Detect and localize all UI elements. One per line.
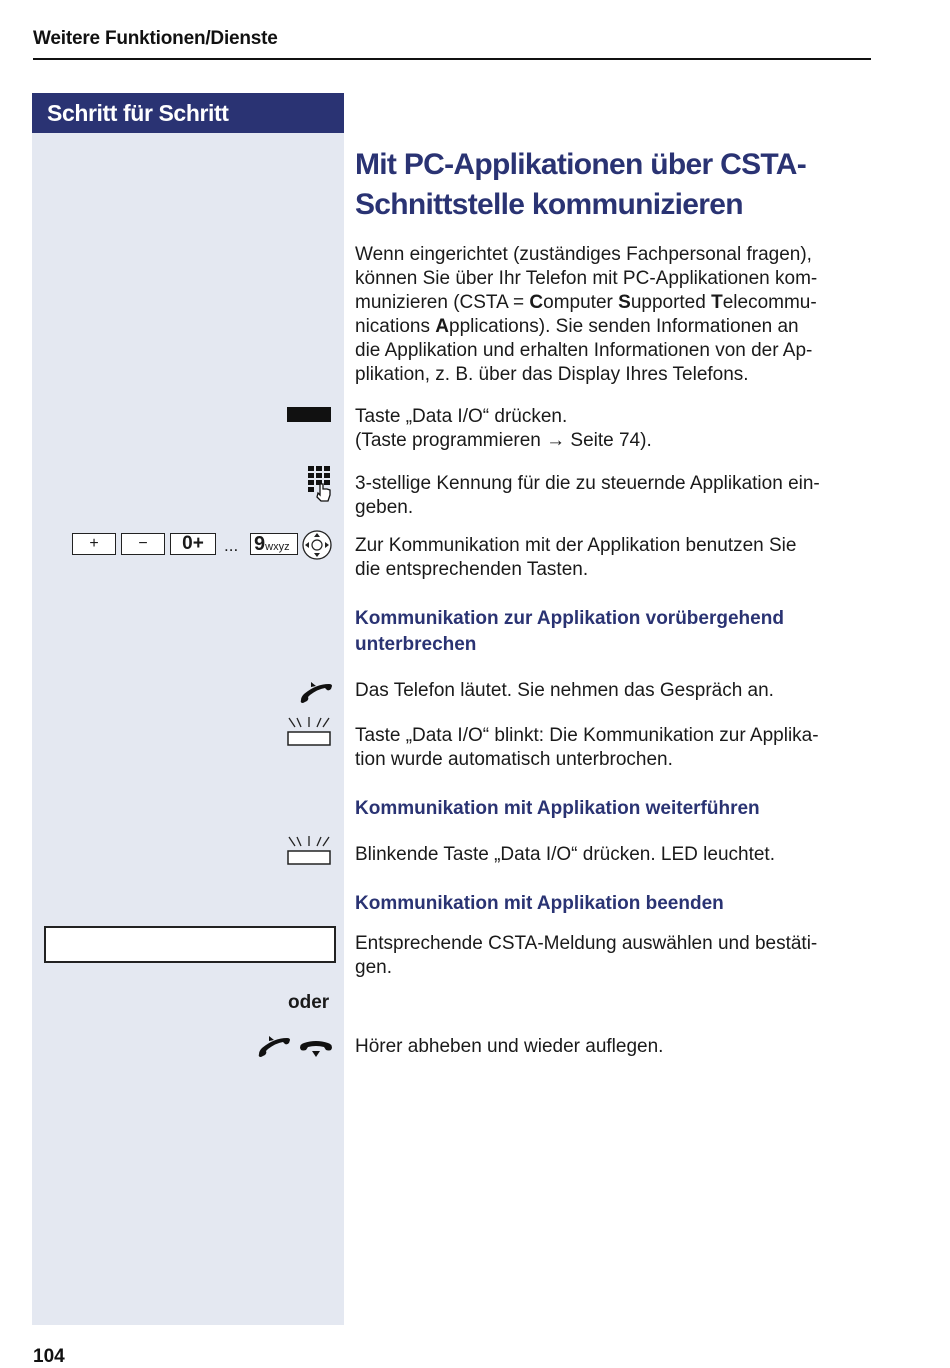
- heading-line: unterbrechen: [355, 634, 477, 655]
- intro-emph: S: [618, 292, 631, 313]
- intro-emph: C: [529, 292, 544, 313]
- arrow-icon: →: [546, 430, 566, 451]
- step-text: geben.: [355, 497, 414, 518]
- step-text: Taste „Data I/O“ drücken.: [355, 406, 568, 427]
- lift-handset-icon: [298, 680, 334, 706]
- step-text: [355, 429, 873, 453]
- intro-line: die Applikation und erhalten Informationen von der Ap-: [355, 340, 813, 361]
- page-number: 104: [33, 1346, 65, 1367]
- step-text: Entsprechende CSTA-Meldung auswählen und bestäti-: [355, 933, 818, 954]
- intro-text: upported: [630, 292, 712, 313]
- step-code: [355, 472, 873, 520]
- intro-text: elecommu-: [722, 292, 817, 313]
- step-data-io: [355, 405, 873, 453]
- intro-paragraph: [355, 243, 873, 387]
- intro-line: plikation, z. B. über das Display Ihres Telefons.: [355, 364, 749, 385]
- step-blink: [355, 724, 873, 772]
- running-header: Weitere Funktionen/Dienste: [33, 28, 278, 49]
- zero-plus-key[interactable]: 0+: [170, 533, 216, 555]
- navigator-icon[interactable]: [301, 529, 333, 561]
- plus-key[interactable]: +: [72, 533, 116, 555]
- hang-up-icon: [298, 1038, 334, 1060]
- intro-text: pplications). Sie senden Informationen an: [449, 316, 799, 337]
- lift-handset-icon: [256, 1034, 294, 1060]
- step-text: tion wurde automatisch unterbrochen.: [355, 749, 673, 770]
- intro-line: können Sie über Ihr Telefon mit PC-Applikationen kom-: [355, 268, 818, 289]
- ellipsis: ...: [224, 536, 239, 555]
- step-keys: [355, 534, 873, 582]
- step-text: Zur Kommunikation mit der Applikation benutzen Sie: [355, 535, 797, 556]
- intro-emph: T: [711, 292, 723, 313]
- intro-text: nications: [355, 316, 436, 337]
- page-title: Mit PC-Applikationen über CSTA-Schnittstelle kommunizieren: [355, 148, 807, 221]
- nine-key-digit: 9: [254, 533, 266, 555]
- nine-key[interactable]: [250, 533, 298, 555]
- step-handset: Hörer abheben und wieder auflegen.: [355, 1036, 664, 1057]
- key-icon: [287, 407, 331, 422]
- blinking-led-key-icon: [286, 835, 332, 867]
- step-text-part: (Taste programmieren: [355, 430, 541, 451]
- intro-line: [355, 291, 873, 315]
- intro-text: omputer: [543, 292, 619, 313]
- intro-emph: A: [435, 316, 450, 337]
- blinking-led-key-icon: [286, 716, 332, 748]
- section-heading-end: Kommunikation mit Applikation beenden: [355, 893, 724, 914]
- intro-line: Wenn eingerichtet (zuständiges Fachpersonal fragen),: [355, 244, 812, 265]
- step-column-title: Schritt für Schritt: [32, 93, 344, 133]
- heading-line: Kommunikation zur Applikation vorübergehend: [355, 608, 784, 629]
- header-rule: [33, 58, 871, 60]
- nine-key-letters: wxyz: [265, 541, 290, 553]
- section-heading-continue: Kommunikation mit Applikation weiterführen: [355, 798, 760, 819]
- step-column: [32, 93, 344, 1325]
- step-ring: Das Telefon läutet. Sie nehmen das Gespräch an.: [355, 680, 774, 701]
- keypad-icon: [306, 464, 334, 502]
- step-text: die entsprechenden Tasten.: [355, 559, 589, 580]
- page-link[interactable]: Seite 74).: [570, 430, 652, 451]
- intro-line: [355, 315, 873, 339]
- step-text: 3-stellige Kennung für die zu steuernde Applikation ein-: [355, 473, 820, 494]
- step-select: [355, 932, 873, 980]
- or-label: oder: [288, 992, 330, 1013]
- step-text: gen.: [355, 957, 392, 978]
- step-continue: Blinkende Taste „Data I/O“ drücken. LED leuchtet.: [355, 844, 775, 865]
- step-text: Taste „Data I/O“ blinkt: Die Kommunikation zur Applika-: [355, 725, 819, 746]
- display-field[interactable]: [44, 926, 336, 963]
- section-heading-interrupt: [355, 606, 873, 658]
- minus-key[interactable]: −: [121, 533, 165, 555]
- intro-text: munizieren (CSTA =: [355, 292, 530, 313]
